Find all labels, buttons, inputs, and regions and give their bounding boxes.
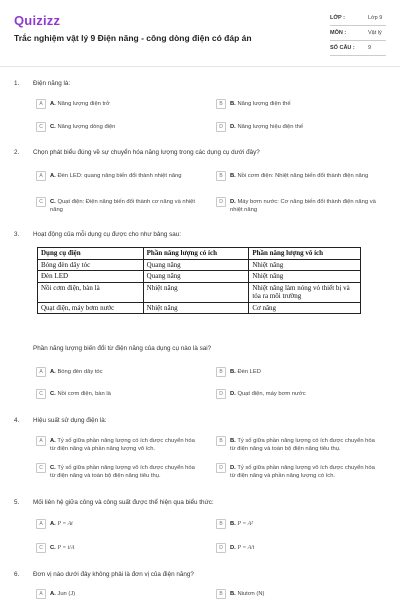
table-cell: Nhiệt năng làm nóng vỏ thiết bị và tỏa ra môi trường (249, 282, 361, 302)
option-letter-box: B (216, 436, 226, 446)
option-letter-box: B (216, 367, 226, 377)
table-row (38, 282, 361, 302)
option-letter-box: A (36, 171, 46, 181)
option-letter-box: A (36, 99, 46, 109)
option-letter-box: C (36, 389, 46, 399)
table-cell: Nhiệt năng (249, 271, 361, 283)
meta-value-subject: Vật lý (368, 30, 382, 36)
option-letter-box: A (36, 436, 46, 446)
table-cell: Bóng đèn dây tóc (38, 259, 144, 271)
table-cell: Nhiệt năng (249, 259, 361, 271)
option-letter-box: A (36, 589, 46, 599)
table-row (38, 259, 361, 271)
question-number: 4. (14, 417, 20, 424)
meta-value-count: 9 (368, 45, 372, 51)
energy-table (37, 247, 361, 314)
table-cell: Cơ năng (249, 302, 361, 314)
question-number: 5. (14, 499, 20, 506)
question-text: Chọn phát biểu đúng về sự chuyển hóa năng lượng trong các dụng cụ dưới đây? (33, 149, 260, 156)
table-cell: Nhiệt năng (143, 282, 249, 302)
table-row (38, 302, 361, 314)
table-header-row (38, 248, 361, 260)
option-letter-box: B (216, 589, 226, 599)
meta-label-grade: LỚP : (330, 15, 345, 21)
meta-label-subject: MÔN : (330, 30, 347, 36)
table-header: Phần năng lượng có ích (143, 248, 249, 260)
option-letter-box: A (36, 519, 46, 529)
option-letter-box: D (216, 122, 226, 132)
table-cell: Quang năng (143, 259, 249, 271)
question-text: Mối liên hệ giữa công và công suất được thể hiện qua biểu thức: (33, 499, 214, 506)
option-letter-box: C (36, 543, 46, 553)
table-cell: Nồi cơm điện, bàn là (38, 282, 144, 302)
worksheet-title: Trắc nghiệm vật lý 9 Điện năng - công dòng điện có đáp án (14, 33, 252, 43)
table-header: Phần năng lượng vô ích (249, 248, 361, 260)
option-letter-box: C (36, 463, 46, 473)
table-header: Dụng cụ điện (38, 248, 144, 260)
option-letter-box: C (36, 122, 46, 132)
question-3-prompt: Phần năng lượng biến đổi từ điện năng của dụng cụ nào là sai? (33, 345, 212, 352)
table-row (38, 271, 361, 283)
option-letter-box: B (216, 171, 226, 181)
table-cell: Đèn LED (38, 271, 144, 283)
option-letter-box: D (216, 543, 226, 553)
question-number: 3. (14, 231, 20, 238)
header-divider (0, 66, 400, 67)
meta-divider (330, 55, 386, 56)
question-number: 2. (14, 149, 20, 156)
option-letter-box: D (216, 389, 226, 399)
option-letter-box: D (216, 463, 226, 473)
option-letter-box: B (216, 519, 226, 529)
option-letter-box: D (216, 197, 226, 207)
question-text: Điện năng là: (33, 80, 71, 87)
worksheet-header (0, 0, 400, 62)
meta-divider (330, 40, 386, 41)
question-text: Hiệu suất sử dụng điện là: (33, 417, 107, 424)
table-cell: Quạt điện, máy bơm nước (38, 302, 144, 314)
meta-label-count: SỐ CÂU : (330, 45, 355, 51)
question-text: Hoạt động của mỗi dụng cụ được cho như bảng sau: (33, 231, 182, 238)
question-number: 6. (14, 571, 20, 578)
meta-value-grade: Lớp 9 (368, 15, 383, 21)
question-number: 1. (14, 80, 20, 87)
table-cell: Nhiệt năng (143, 302, 249, 314)
option-letter-box: B (216, 99, 226, 109)
quizizz-logo: Quizizz (14, 13, 61, 28)
table-cell: Quang năng (143, 271, 249, 283)
question-text: Đơn vị nào dưới đây không phải là đơn vị của điện năng? (33, 571, 194, 578)
option-letter-box: C (36, 197, 46, 207)
option-letter-box: A (36, 367, 46, 377)
meta-divider (330, 25, 386, 26)
